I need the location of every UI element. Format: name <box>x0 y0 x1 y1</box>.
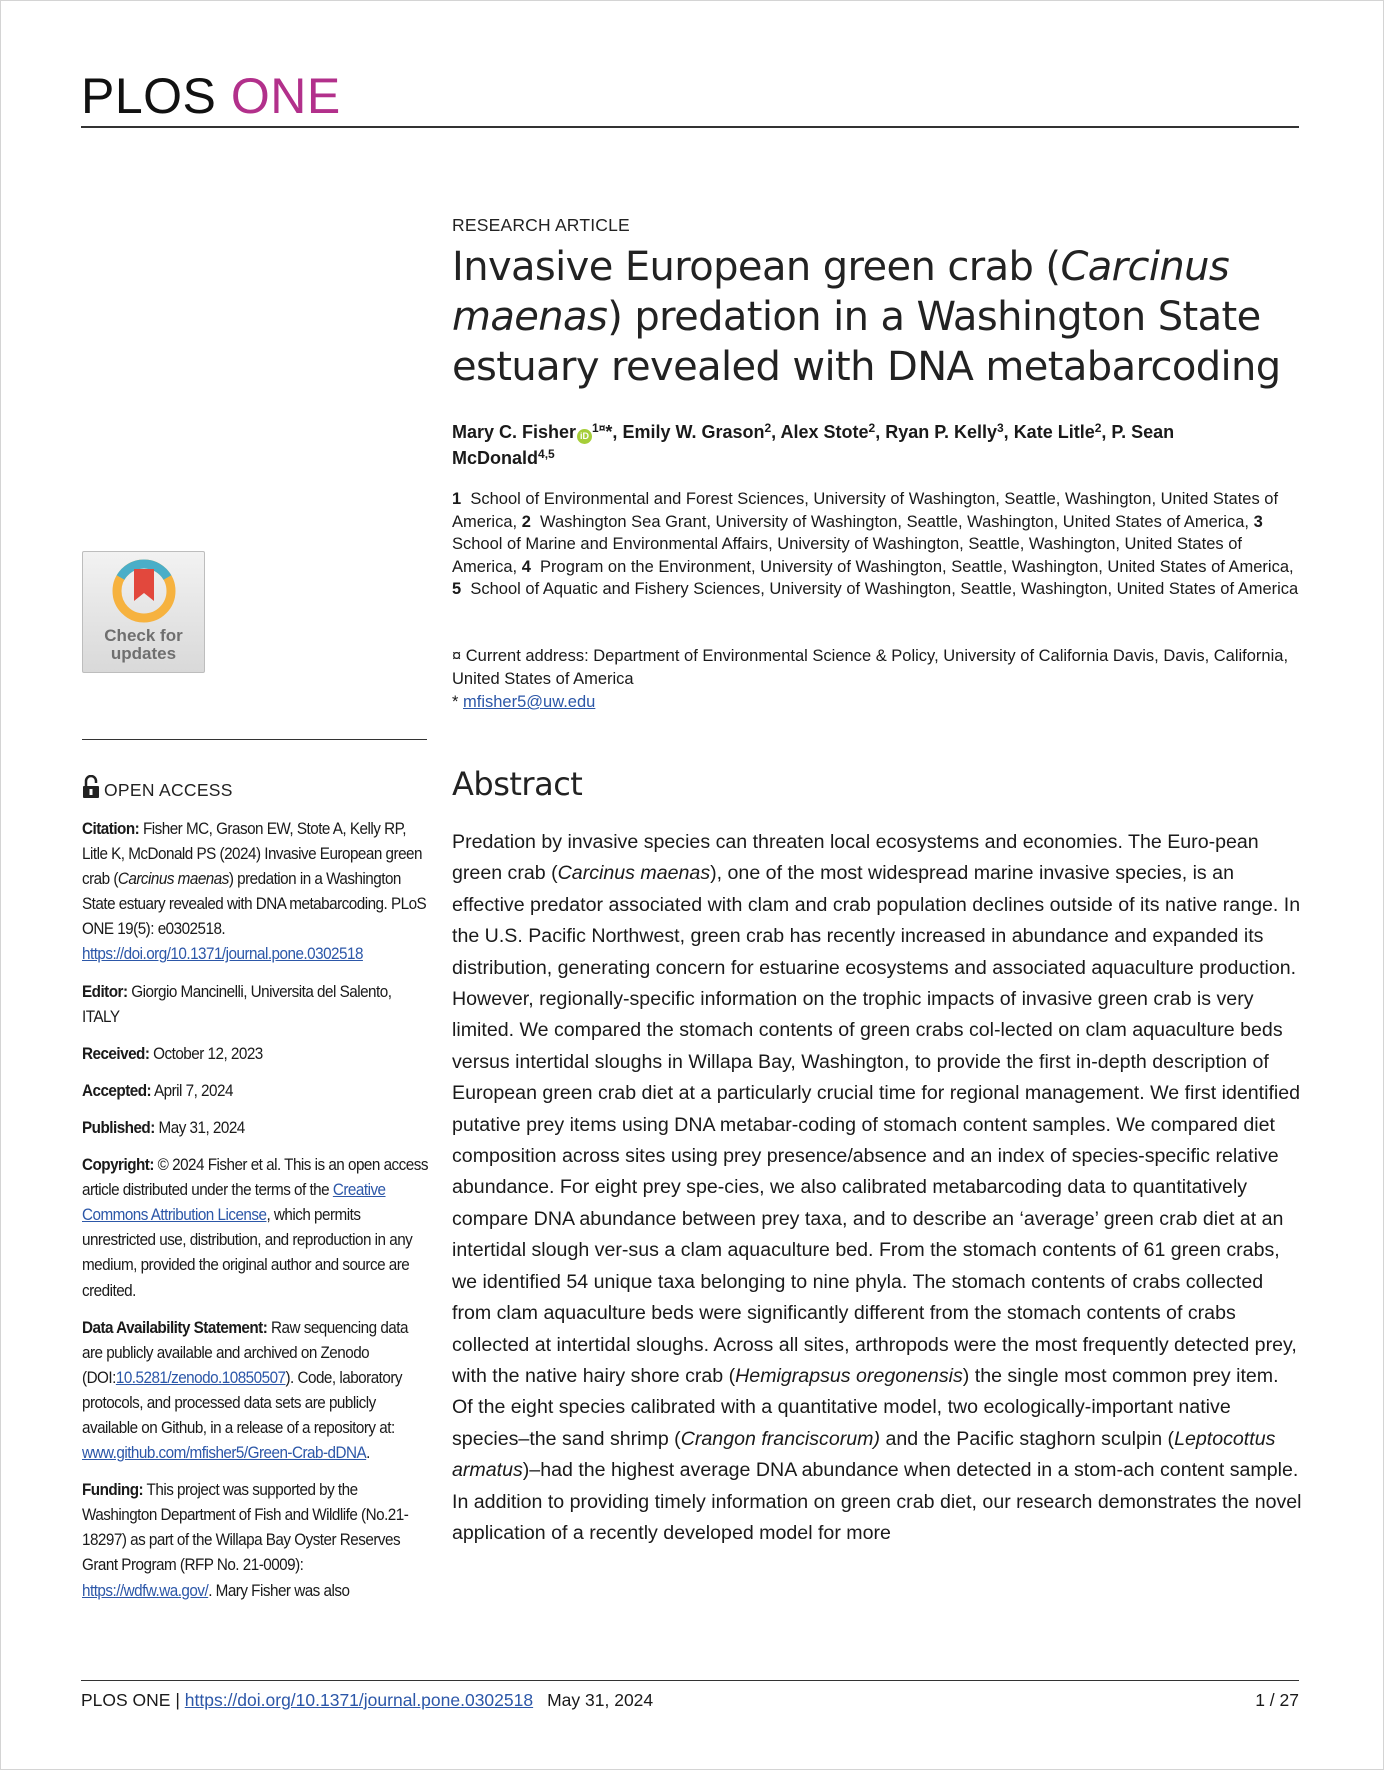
abstract-text: ), one of the most widespread marine invasive species, is an effective predator associated with clam and crab population declines outside of its native range. In the U.S. Pacific Northwest, green crab has recently increased in abundance and expanded its distribution, generating concern for estuarine ecosystems and associated aquaculture production. However, regionally-specific information on the trophic impacts of invasive green crab is very limited. We compared the stomach contents of green crabs col-lected on clam aquaculture beds versus intertidal sloughs in Willapa Bay, Washington, to provide the first in-depth description of European green crab diet at a particularly crucial time for regional management. We first identified putative prey items using DNA metabar-coding of stomach content samples. We compared diet composition across sites using prey presence/absence and an index of species-specific relative abundance. For eight prey spe-cies, we also calibrated metabarcoding data to quantitatively compare DNA abundance between prey taxa, and to describe an ‘average’ green crab diet at an intertidal slough ver-sus a clam aquaculture bed. From the stomach contents of 61 green crabs, we identified 54 unique taxa belonging to nine phyla. The stomach contents of crabs collected from clam aquaculture beds were significantly different from the stomach contents of crabs collected at intertidal sloughs. Across all sites, arthropods were the most frequently detected prey, with the native hairy shore crab ( <box>452 862 1301 1387</box>
affil-text: School of Aquatic and Fishery Sciences, University of Washington, Seattle, Washington, United States of America <box>470 580 1299 599</box>
citation-doi-link[interactable]: https://doi.org/10.1371/journal.pone.0302518 <box>82 945 363 964</box>
citation-label: Citation: <box>82 820 140 838</box>
copyright-label: Copyright: <box>82 1156 154 1175</box>
funding-block <box>82 1478 428 1603</box>
footer-journal: PLOS ONE | <box>81 1690 180 1710</box>
citation-species: Carcinus maenas <box>117 870 229 889</box>
footer-doi-link[interactable]: https://doi.org/10.1371/journal.pone.0302518 <box>184 1690 534 1710</box>
footer-date: May 31, 2024 <box>547 1690 654 1710</box>
accepted-date: April 7, 2024 <box>153 1081 233 1100</box>
abstract-heading: Abstract <box>452 765 583 803</box>
funding-text: . Mary Fisher was also <box>208 1581 350 1600</box>
affil-text: Program on the Environment, University of Washington, Seattle, Washington, United States of America <box>540 557 1290 576</box>
open-access-label: OPEN ACCESS <box>104 780 233 800</box>
check-for-updates-badge[interactable] <box>82 551 205 673</box>
author-affil-sup: 2 <box>764 421 772 435</box>
affil-text: Washington Sea Grant, University of Washington, Seattle, Washington, United States of America <box>540 512 1245 531</box>
affil-number: 4 <box>521 557 531 576</box>
abstract-body <box>452 827 1302 1549</box>
email-link[interactable]: mfisher5@uw.edu <box>463 693 596 711</box>
title-part1: Invasive European green crab ( <box>452 244 1061 290</box>
abstract-text: )–had the highest average DNA abundance when detected in a stom-ach content sample. In addition to providing timely information on green crab diet, our research demonstrates the novel application of a recently developed model for more <box>452 1459 1302 1544</box>
data-availability-label: Data Availability Statement: <box>82 1318 268 1337</box>
data-availability-block <box>82 1316 428 1467</box>
corresponding-mark: * <box>605 422 613 442</box>
github-link[interactable]: www.github.com/mfisher5/Green-Crab-dDNA <box>82 1444 367 1463</box>
copyright-block <box>82 1153 428 1304</box>
page-footer <box>81 1690 1299 1711</box>
author-name[interactable]: Mary C. Fisher <box>452 422 577 442</box>
affil-number: 5 <box>452 580 462 599</box>
citation-text: Fisher MC, Grason EW, Stote A, Kelly RP, Litle K, McDonald PS (2024) Invasive European green crab ( <box>82 820 422 889</box>
data-availability-text: ). Code, laboratory protocols, and processed data sets are publicly available on Github, in a release of a repository at: <box>82 1368 403 1437</box>
footer-rule <box>81 1680 1299 1681</box>
abstract-text: Predation by invasive species can threaten local ecosystems and economies. The Euro-pean green crab ( <box>452 831 1259 885</box>
abstract-species: Leptocottus armatus <box>452 1427 1276 1482</box>
editor-text: Giorgio Mancinelli, Universita del Salento, ITALY <box>82 982 392 1026</box>
title-part2: ) predation in a Washington State estuary revealed with DNA metabarcoding <box>452 294 1281 390</box>
accepted-label: Accepted: <box>82 1081 152 1100</box>
orcid-icon[interactable]: iD <box>577 429 592 444</box>
data-availability-text: . <box>366 1444 370 1463</box>
check-updates-line1: Check for <box>104 626 183 645</box>
affil-number: 3 <box>1253 512 1263 531</box>
logo-plos: PLOS <box>81 68 217 124</box>
funding-text: This project was supported by the Washington Department of Fish and Wildlife (No.21-18297) as part of the Willapa Bay Oyster Reserves Grant Program (RFP No. 21-0009): <box>82 1481 409 1575</box>
author-affil-sup: 2 <box>1094 421 1102 435</box>
author-affil-sup: 3 <box>996 421 1004 435</box>
copyright-text: , which permits unrestricted use, distribution, and reproduction in any medium, provided the original author and source are credited. <box>82 1206 413 1300</box>
author-name[interactable]: Ryan P. Kelly <box>885 422 997 442</box>
cc-license-link[interactable]: Creative Commons Attribution License <box>82 1181 386 1225</box>
received-date: October 12, 2023 <box>153 1044 263 1063</box>
received-label: Received: <box>82 1044 150 1063</box>
article-type: RESEARCH ARTICLE <box>452 215 630 235</box>
author-name[interactable]: Emily W. Grason <box>622 422 765 442</box>
title-species: Carcinus maenas <box>452 244 1230 340</box>
affiliations: 1 School of Environmental and Forest Sciences, University of Washington, Seattle, Washington, United States of America, 2 Washington Sea Grant, University of Washington, Seattle, Washington, United States of America, 3 School of Marine and Environmental Affairs, University of Washington, Seattle, Washington, United States of America, 4 Program on the Environment, University of Washington, Seattle, Washington, United States of America, 5 School of Aquatic and Fishery Sciences, University of Washington, Seattle, Washington, United States of America <box>452 490 1299 599</box>
accepted-block <box>82 1079 428 1104</box>
published-date: May 31, 2024 <box>158 1118 245 1137</box>
author-affil-sup: 2 <box>868 421 876 435</box>
open-access <box>82 775 233 801</box>
sidebar-rule <box>82 739 427 740</box>
author-name[interactable]: P. Sean McDonald <box>452 422 1175 468</box>
abstract-species: Hemigrapsus oregonensis <box>735 1364 963 1387</box>
editor-label: Editor: <box>82 982 128 1001</box>
abstract-species: Carcinus maenas <box>557 862 711 885</box>
author-name[interactable]: Kate Litle <box>1013 422 1095 442</box>
abstract-text: ) the single most common prey item. Of the eight species calibrated with a quantitative model, two ecologically-important native species–the sand shrimp ( <box>452 1364 1279 1450</box>
published-label: Published: <box>82 1118 155 1137</box>
abstract-species: Crangon franciscorum) <box>680 1427 880 1450</box>
citation-block <box>82 817 428 968</box>
citation-text: ) predation in a Washington State estuary revealed with DNA metabarcoding. PLoS ONE 19(5): e0302518. <box>82 870 427 939</box>
published-block <box>82 1116 428 1141</box>
current-address: ¤ Current address: Department of Environmental Science & Policy, University of California Davis, Davis, California, United States of America <box>452 647 1289 688</box>
article-info-sidebar <box>82 817 428 1616</box>
received-block <box>82 1042 428 1067</box>
editor-block <box>82 980 428 1030</box>
author-affil-sup: 4,5 <box>538 447 555 461</box>
affil-number: 2 <box>521 512 531 531</box>
check-updates-line2: updates <box>110 643 177 663</box>
affil-number: 1 <box>452 490 462 508</box>
journal-logo <box>81 66 341 126</box>
affil-text: School of Marine and Environmental Affairs, University of Washington, Seattle, Washington, United States of America <box>452 535 1242 576</box>
abstract-text: and the Pacific staghorn sculpin ( <box>880 1427 1175 1450</box>
author-affil-sup: 1¤ <box>592 421 606 435</box>
data-availability-text: Raw sequencing data are publicly available and archived on Zenodo (DOI: <box>82 1318 408 1387</box>
page-number: 1 / 27 <box>1255 1690 1299 1710</box>
article-title <box>452 242 1292 392</box>
header-rule <box>81 126 1299 128</box>
check-updates-label <box>83 627 204 662</box>
open-lock-icon <box>82 775 100 799</box>
email-line <box>452 691 595 714</box>
check-updates-icon <box>110 557 178 625</box>
funding-label: Funding: <box>82 1481 144 1500</box>
copyright-text: © 2024 Fisher et al. This is an open access article distributed under the terms of the <box>82 1156 428 1200</box>
email-prefix: * <box>452 693 459 711</box>
zenodo-doi-link[interactable]: 10.5281/zenodo.10850507 <box>115 1368 286 1387</box>
author-list: Mary C. Fisher $iD^{1¤}*$, Emily W. Grason$^2$, Alex Stote$^2$, Ryan P. Kelly$^3$, Kate Litle$^2$, P. Sean McDonald$^{4,5}$ <box>452 421 1175 468</box>
wdfw-link[interactable]: https://wdfw.wa.gov/ <box>82 1581 209 1600</box>
author-name[interactable]: Alex Stote <box>780 422 869 442</box>
affil-text: School of Environmental and Forest Sciences, University of Washington, Seattle, Washington, United States of America <box>452 490 1279 531</box>
logo-one: ONE <box>230 68 341 124</box>
